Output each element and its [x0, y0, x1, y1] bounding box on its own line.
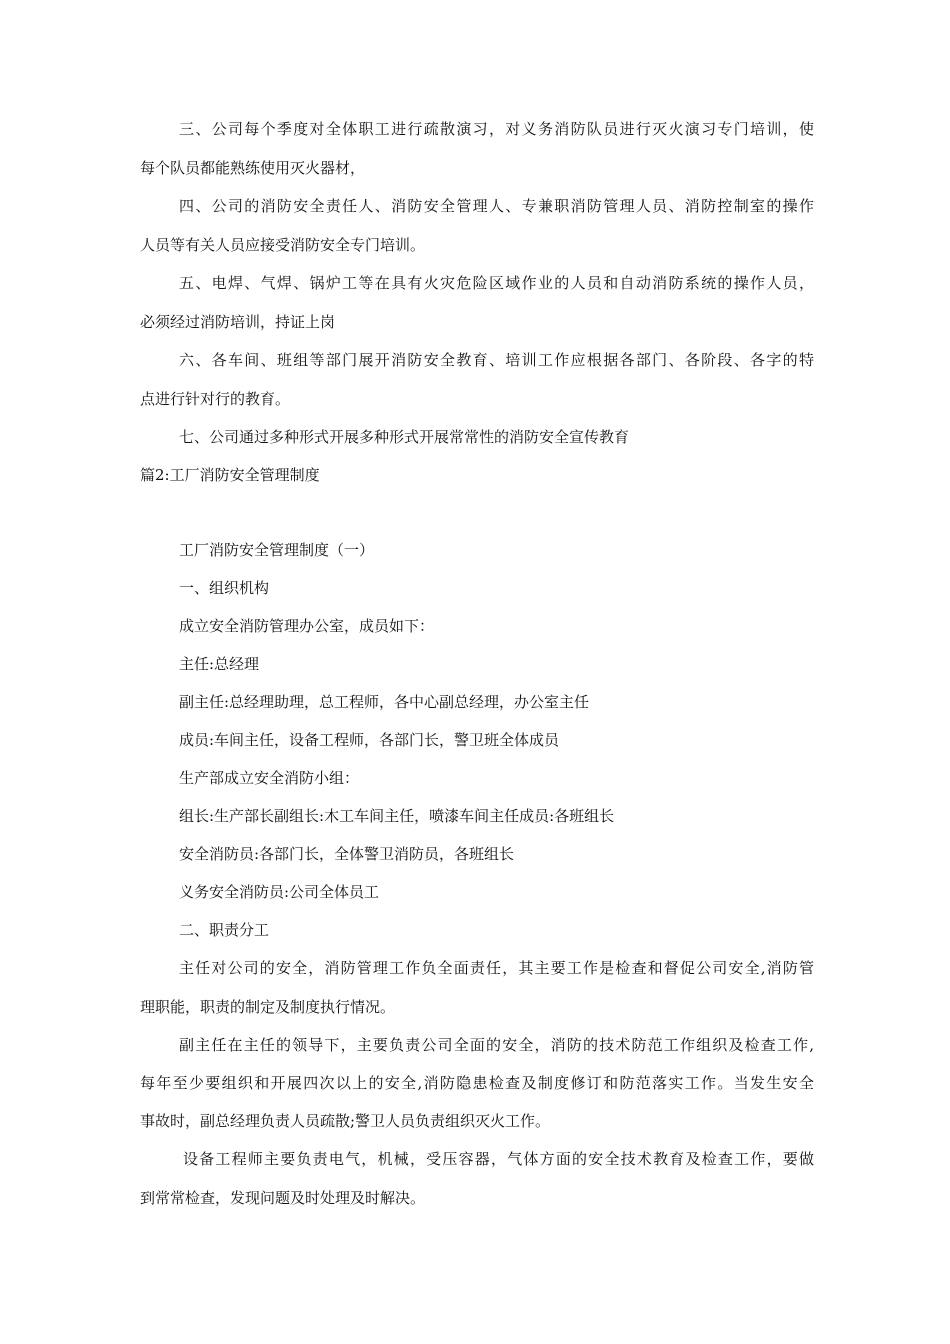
- text-line: 每年至少要组织和开展四次以上的安全,消防隐患检查及制度修订和防范落实工作。当发生安全: [140, 1074, 814, 1092]
- org-heading: 一、组织机构: [179, 579, 270, 597]
- text-line: 副主任在主任的领导下，主要负责公司全面的安全，消防的技术防范工作组织及检查工作,: [179, 1036, 814, 1054]
- text-line: 必须经过消防培训，持证上岗: [140, 313, 336, 331]
- list-item: 成员:车间主任，设备工程师，各部门长，警卫班全体成员: [179, 731, 560, 749]
- list-item: 义务安全消防员:公司全体员工: [179, 883, 380, 901]
- text-line: 主任对公司的安全，消防管理工作负全面责任，其主要工作是检查和督促公司安全,消防管: [179, 959, 814, 977]
- list-item: 安全消防员:各部门长，全体警卫消防员，各班组长: [179, 845, 515, 863]
- text-line: 五、电焊、气焊、锅炉工等在具有火灾危险区域作业的人员和自动消防系统的操作人员，: [179, 274, 814, 292]
- list-item: 生产部成立安全消防小组：: [179, 769, 360, 787]
- list-item: 副主任:总经理助理，总工程师，各中心副总经理，办公室主任: [179, 693, 590, 711]
- duty-heading: 二、职责分工: [179, 921, 270, 939]
- text-line: 到常常检查，发现问题及时处理及时解决。: [140, 1189, 426, 1207]
- text-line: 七、公司通过多种形式开展多种形式开展常常性的消防安全宣传教育: [179, 428, 630, 446]
- text-line: 六、各车间、班组等部门展开消防安全教育、培训工作应根据各部门、各阶段、各字的特: [179, 351, 814, 369]
- text-line: 四、公司的消防安全责任人、消防安全管理人、专兼职消防管理人员、消防控制室的操作: [179, 197, 814, 215]
- text-line: 设备工程师主要负责电气，机械，受压容器，气体方面的安全技术教育及检查工作，要做: [183, 1150, 814, 1168]
- text-line: 理职能，职责的制定及制度执行情况。: [140, 998, 396, 1016]
- text-line: 点进行针对行的教育。: [140, 390, 291, 408]
- list-item: 组长:生产部长副组长:木工车间主任，喷漆车间主任成员:各班组长: [179, 807, 615, 825]
- text-line: 事故时，副总经理负责人员疏散;警卫人员负责组织灭火工作。: [140, 1112, 551, 1130]
- text-line: 三、公司每个季度对全体职工进行疏散演习，对义务消防队员进行灭火演习专门培训，使: [179, 120, 814, 138]
- list-item: 主任:总经理: [179, 655, 260, 673]
- section-heading: 篇2:工厂消防安全管理制度: [140, 466, 320, 484]
- document-subtitle: 工厂消防安全管理制度（一）: [179, 541, 375, 559]
- text-line: 每个队员都能熟练使用灭火器材，: [140, 159, 366, 177]
- text-line: 人员等有关人员应接受消防安全专门培训。: [140, 236, 426, 254]
- list-item: 成立安全消防管理办公室，成员如下：: [179, 617, 435, 635]
